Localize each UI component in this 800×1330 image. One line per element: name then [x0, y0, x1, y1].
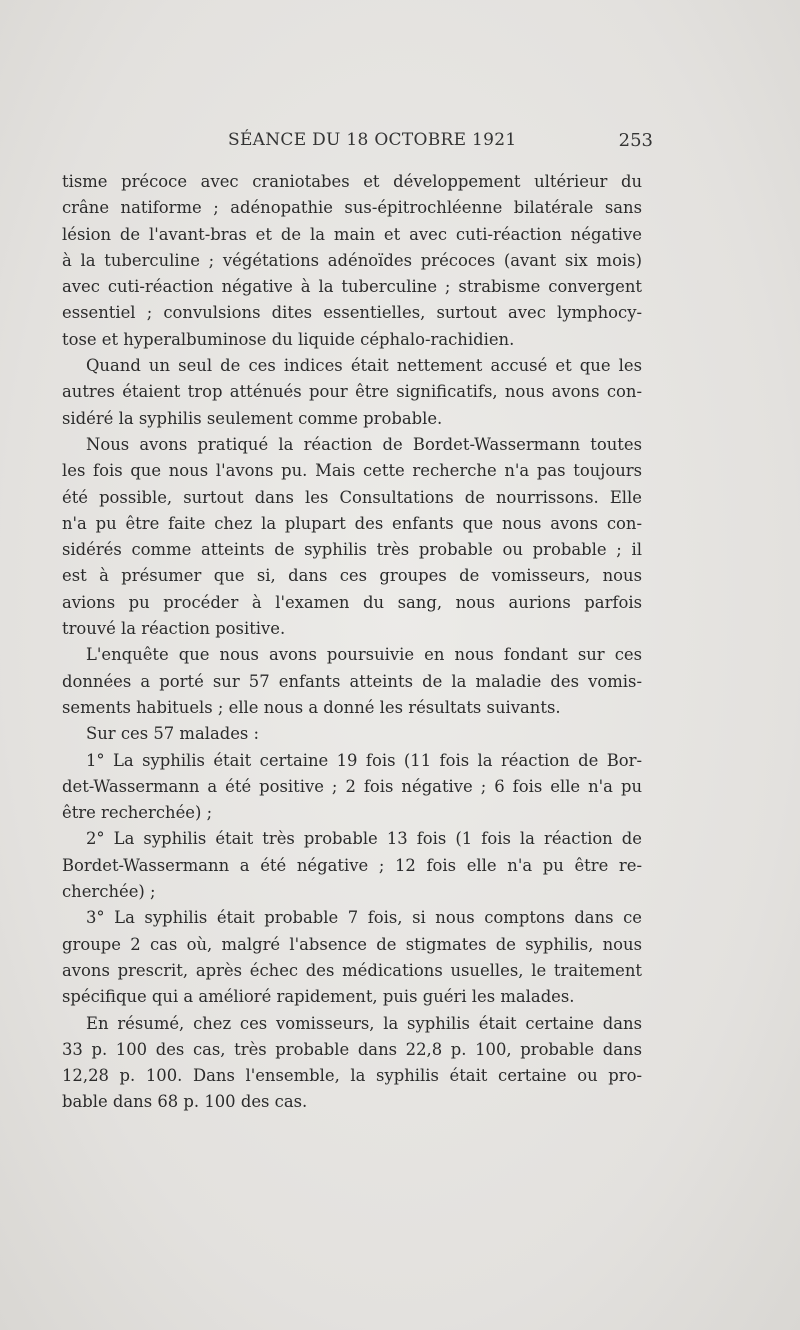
- text-line: L'enquête que nous avons poursuivie en nous fondant sur ces: [86, 645, 642, 665]
- text-line: données a porté sur 57 enfants atteints de la maladie des vomis-: [62, 671, 642, 691]
- text-line: est à présumer que si, dans ces groupes de vomisseurs, nous: [62, 566, 642, 586]
- text-line: à la tuberculine ; végétations adénoïdes précoces (avant six mois): [62, 250, 642, 270]
- text-line: Quand un seul de ces indices était nettement accusé et que les: [86, 356, 642, 376]
- text-line: essentiel ; convulsions dites essentielles, surtout avec lymphocy-: [62, 303, 642, 323]
- page-number: 253: [618, 130, 653, 151]
- text-line: 12,28 p. 100. Dans l'ensemble, la syphilis était certaine ou pro-: [62, 1066, 642, 1086]
- body-text: [62, 169, 642, 1116]
- text-line: avec cuti-réaction négative à la tuberculine ; strabisme convergent: [62, 277, 642, 297]
- text-line: autres étaient trop atténués pour être significatifs, nous avons con-: [62, 382, 642, 402]
- text-line: été possible, surtout dans les Consultations de nourrissons. Elle: [62, 487, 642, 507]
- text-line: tose et hyperalbuminose du liquide céphalo-rachidien.: [62, 329, 515, 349]
- text-line: sidéré la syphilis seulement comme probable.: [62, 408, 443, 428]
- text-line: n'a pu être faite chez la plupart des enfants que nous avons con-: [62, 513, 642, 533]
- text-line: Sur ces 57 malades :: [86, 724, 260, 744]
- text-line: avons prescrit, après échec des médications usuelles, le traitement: [62, 960, 642, 980]
- text-line: être recherchée) ;: [62, 803, 213, 823]
- text-line: les fois que nous l'avons pu. Mais cette recherche n'a pas toujours: [62, 461, 642, 481]
- text-line: trouvé la réaction positive.: [62, 619, 286, 639]
- text-line: spécifique qui a amélioré rapidement, puis guéri les malades.: [62, 987, 575, 1007]
- page-header: [228, 130, 653, 154]
- running-title: SÉANCE DU 18 OCTOBRE 1921: [228, 130, 517, 150]
- text-line: groupe 2 cas où, malgré l'absence de stigmates de syphilis, nous: [62, 934, 642, 954]
- text-line: bable dans 68 p. 100 des cas.: [62, 1092, 308, 1112]
- text-line: 2° La syphilis était très probable 13 fois (1 fois la réaction de: [86, 829, 642, 849]
- text-line: cherchée) ;: [62, 882, 156, 902]
- text-line: 1° La syphilis était certaine 19 fois (11 fois la réaction de Bor-: [86, 750, 642, 770]
- text-line: tisme précoce avec craniotabes et développement ultérieur du: [62, 172, 642, 191]
- text-line: avions pu procéder à l'examen du sang, nous aurions parfois: [62, 592, 642, 612]
- text-line: sidérés comme atteints de syphilis très probable ou probable ; il: [62, 540, 642, 560]
- text-line: crâne natiforme ; adénopathie sus-épitrochléenne bilatérale sans: [62, 198, 642, 218]
- text-line: sements habituels ; elle nous a donné les résultats suivants.: [62, 697, 561, 717]
- text-line: En résumé, chez ces vomisseurs, la syphilis était certaine dans: [86, 1013, 642, 1033]
- text-line: det-Wassermann a été positive ; 2 fois négative ; 6 fois elle n'a pu: [62, 776, 642, 796]
- text-line: lésion de l'avant-bras et de la main et avec cuti-réaction négative: [62, 224, 642, 244]
- text-line: 33 p. 100 des cas, très probable dans 22,8 p. 100, probable dans: [62, 1039, 642, 1059]
- text-line: 3° La syphilis était probable 7 fois, si nous comptons dans ce: [86, 908, 642, 928]
- text-line: Nous avons pratiqué la réaction de Bordet-Wassermann toutes: [86, 434, 642, 454]
- text-line: Bordet-Wassermann a été négative ; 12 fois elle n'a pu être re-: [62, 855, 642, 875]
